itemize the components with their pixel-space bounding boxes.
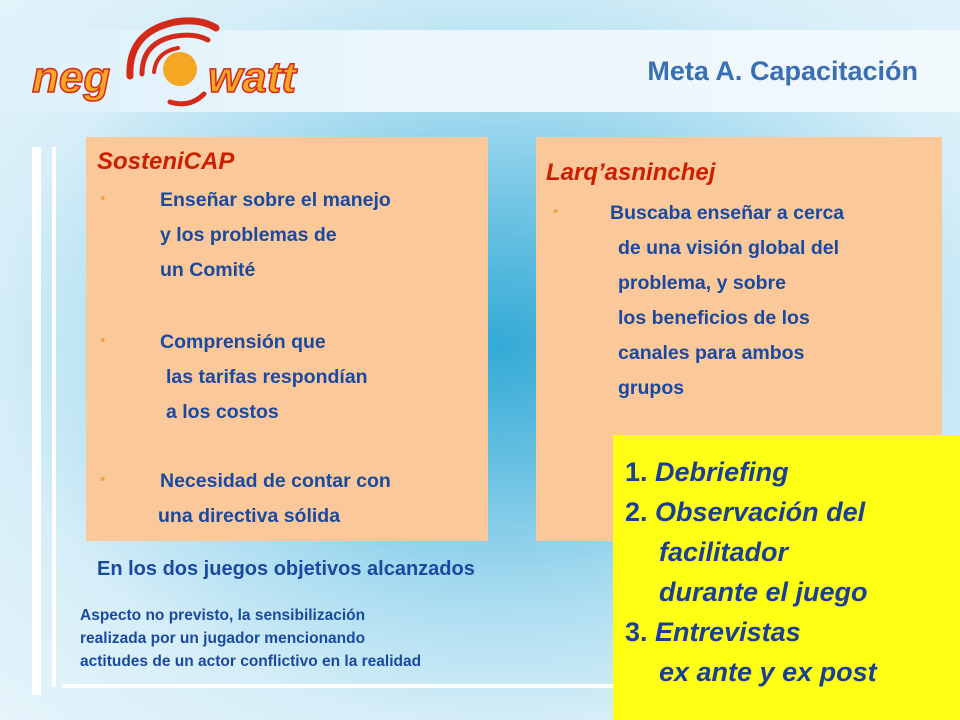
sostenicap-title: SosteniCAP: [97, 148, 235, 175]
bullet-dot: •: [100, 332, 106, 349]
method-item-observacion-cont: durante el juego: [659, 577, 868, 607]
frame-bottom-line: [62, 684, 614, 688]
summary-text: En los dos juegos objetivos alcanzados: [97, 558, 475, 580]
sostenicap-item-1: Enseñar sobre el manejo y los problemas de un Comité: [160, 189, 391, 281]
bullet-dot: •: [553, 203, 559, 220]
negowatt-logo: [30, 14, 330, 114]
method-item-entrevistas-cont: ex ante y ex post: [659, 657, 877, 687]
slide-title: Meta A. Capacitación: [647, 56, 918, 86]
bullet-dot: •: [100, 471, 106, 488]
methods-list: [625, 452, 877, 692]
bullet-dot: •: [100, 190, 106, 207]
method-item-debriefing: 1. Debriefing: [625, 457, 789, 487]
note-text: Aspecto no previsto, la sensibilización realizada por un jugador mencionando actitudes de un actor conflictivo en la realidad: [80, 607, 422, 670]
frame-bar-left: [32, 147, 41, 695]
larqasninchej-title: Larq’asninchej: [546, 159, 716, 186]
frame-bar-inner: [52, 147, 56, 687]
sostenicap-item-2: Comprensión que las tarifas respondían a los costos: [160, 331, 368, 423]
sostenicap-item-3: Necesidad de contar con una directiva sólida: [158, 470, 391, 527]
logo-swoosh: [170, 94, 204, 104]
method-item-observacion: 2. Observación del: [625, 497, 866, 527]
logo-word-watt: watt: [208, 53, 296, 102]
method-item-entrevistas: 3. Entrevistas: [625, 617, 801, 647]
logo-word-neg: neg: [32, 53, 111, 102]
logo-sun: [163, 52, 197, 86]
larqasninchej-item-1: Buscaba enseñar a cerca de una visión global del problema, y sobre los beneficios de los canales para ambos grupos: [610, 202, 845, 399]
method-item-observacion-cont: facilitador: [659, 537, 789, 567]
